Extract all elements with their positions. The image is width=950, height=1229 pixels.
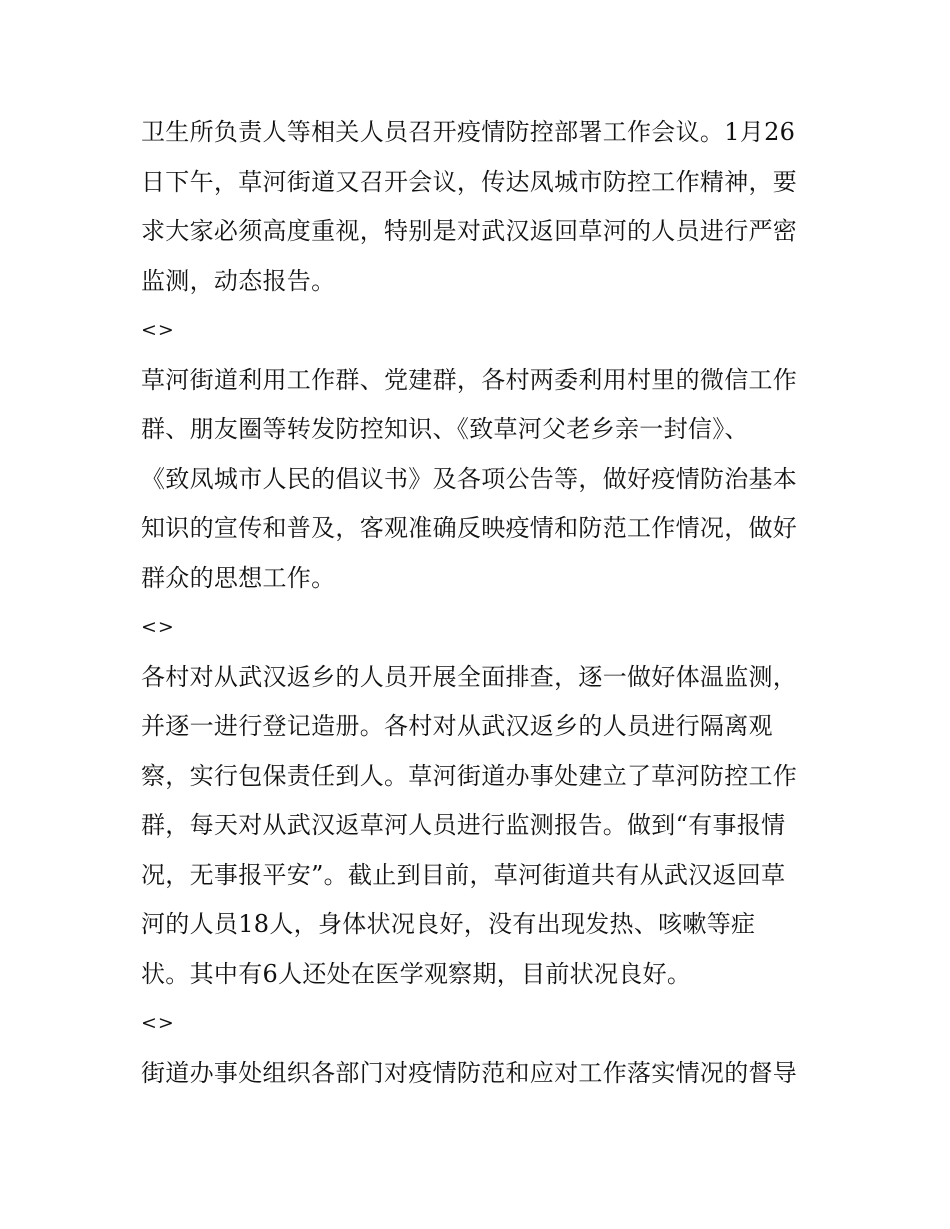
paragraph-screening (141, 653, 821, 1000)
text-line: 卫生所负责人等相关人员召开疫情防控部署工作会议。1月26 (141, 118, 796, 146)
text-line: 并逐一进行登记造册。各村对从武汉返乡的人员进行隔离观 (141, 712, 773, 740)
section-marker: <> (141, 319, 175, 341)
section-marker: <> (141, 616, 175, 638)
text-line: 草河街道利用工作群、党建群，各村两委利用村里的微信工作 (141, 365, 798, 394)
section-marker: <> (141, 1012, 175, 1034)
text-line: 群众的思想工作。 (141, 563, 336, 592)
text-line: 河的人员18人，身体状况良好，没有出现发热、咳嗽等症 (141, 910, 756, 938)
text-line: 各村对从武汉返乡的人员开展全面排查，逐一做好体温监测， (141, 662, 798, 691)
text-line: 况，无事报平安”。截止到目前，草河街道共有从武汉返回草 (141, 860, 786, 889)
document-body (141, 108, 821, 1098)
text-line: 察，实行包保责任到人。草河街道办事处建立了草河防控工作 (141, 761, 798, 790)
text-line: 街道办事处组织各部门对疫情防范和应对工作落实情况的督导 (141, 1058, 798, 1087)
text-line: 日下午，草河街道又召开会议，传达凤城市防控工作精神，要 (141, 167, 798, 196)
paragraph-meeting (141, 108, 821, 306)
paragraph-supervision (141, 1049, 821, 1099)
text-line: 监测，动态报告。 (141, 266, 336, 295)
text-line: 《致凤城市人民的倡议书》及各项公告等，做好疫情防治基本 (141, 464, 798, 493)
paragraph-publicity (141, 356, 821, 604)
text-line: 群、朋友圈等转发防控知识、《致草河父老乡亲一封信》、 (141, 415, 749, 443)
text-line: 知识的宣传和普及，客观准确反映疫情和防范工作情况，做好 (141, 514, 798, 542)
text-line: 状。其中有6人还处在医学观察期，目前状况良好。 (141, 959, 692, 988)
text-line: 求大家必须高度重视，特别是对武汉返回草河的人员进行严密 (141, 217, 798, 245)
text-line: 群，每天对从武汉返草河人员进行监测报告。做到“有事报情 (141, 811, 786, 839)
